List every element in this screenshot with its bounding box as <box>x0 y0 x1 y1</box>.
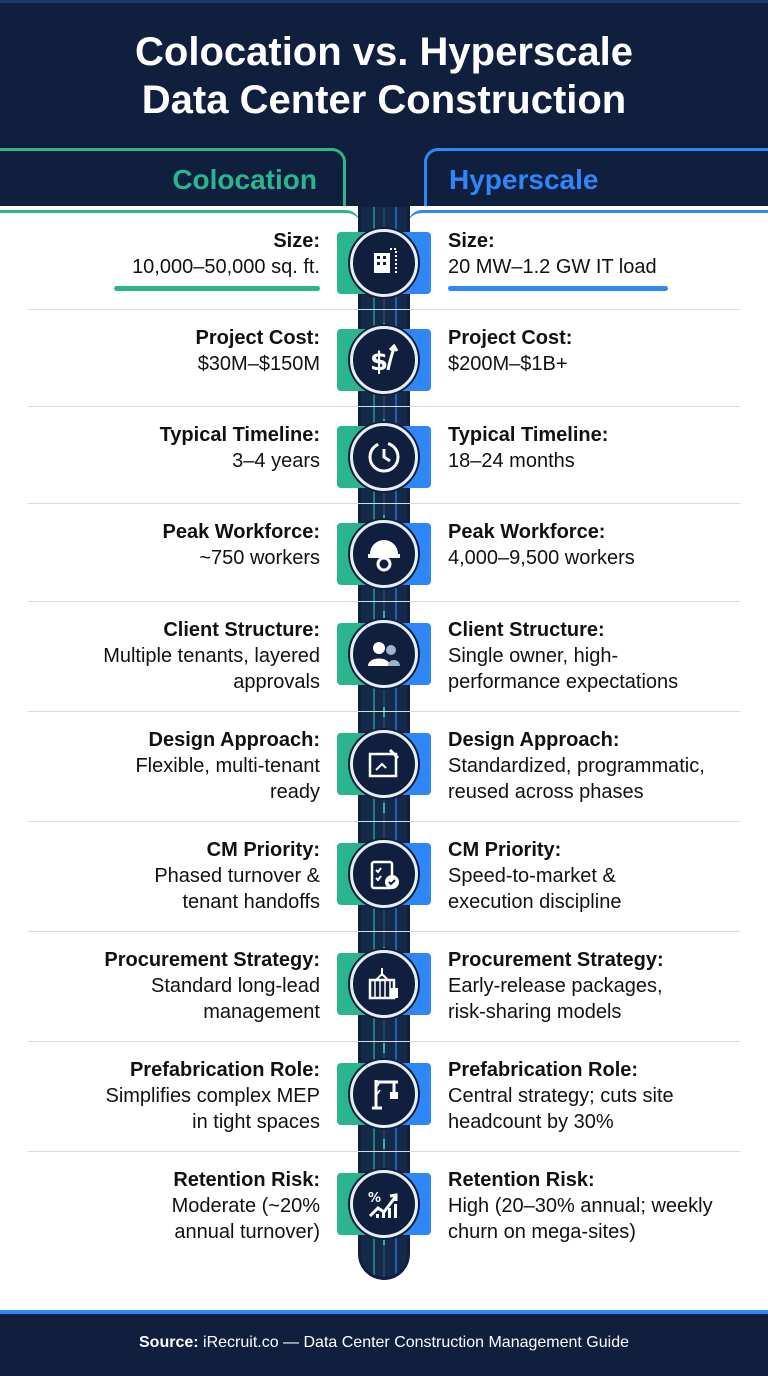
row-badge <box>337 843 431 905</box>
row-value: Standardized, programmatic, reused across phases <box>448 755 705 803</box>
spine-dot <box>383 1043 385 1053</box>
row-divider <box>28 931 740 932</box>
hyperscale-cell <box>448 422 748 474</box>
row-badge <box>337 1063 431 1125</box>
row-value: Moderate (~20% annual turnover) <box>171 1195 320 1243</box>
spine-dot <box>383 707 385 717</box>
row-value: 4,000–9,500 workers <box>448 547 635 569</box>
row-badge <box>337 523 431 585</box>
hyperscale-cell <box>448 727 748 805</box>
blueprint-icon <box>350 730 418 798</box>
row-value: $30M–$150M <box>197 353 320 375</box>
row-divider <box>28 309 740 310</box>
footer <box>0 1310 768 1376</box>
row-label: Retention Risk: <box>173 1169 320 1191</box>
hyperscale-cell <box>448 519 748 571</box>
hyperscale-cell <box>448 837 748 915</box>
row-value: 20 MW–1.2 GW IT load <box>448 256 657 278</box>
row-label: Typical Timeline: <box>448 424 609 446</box>
row-label: Client Structure: <box>448 619 605 641</box>
row-value: $200M–$1B+ <box>448 353 568 375</box>
hyperscale-cell <box>448 947 748 1025</box>
colocation-cell <box>20 1057 320 1135</box>
hyperscale-cell <box>448 617 748 695</box>
svg-text:%: % <box>368 1191 382 1206</box>
row-value: 3–4 years <box>232 450 320 472</box>
row-badge <box>337 733 431 795</box>
row-label: Size: <box>448 230 495 252</box>
row-divider <box>28 406 740 407</box>
dollar-up-icon <box>350 326 418 394</box>
title-line-2: Data Center Construction <box>141 78 627 122</box>
source-credit <box>0 1334 768 1352</box>
spine-dot <box>383 803 385 813</box>
row-divider <box>28 503 740 504</box>
row-label: Design Approach: <box>148 729 320 751</box>
row-badge <box>337 426 431 488</box>
row-divider <box>28 821 740 822</box>
row-divider <box>28 601 740 602</box>
svg-text:$: $ <box>370 347 389 377</box>
row-badge <box>337 1173 431 1235</box>
hyperscale-cell <box>448 1057 748 1135</box>
row-label: Prefabrication Role: <box>448 1059 639 1081</box>
colocation-cell <box>20 617 320 695</box>
crane-icon <box>350 1060 418 1128</box>
row-value: Central strategy; cuts site headcount by 30% <box>448 1085 674 1133</box>
row-value: 10,000–50,000 sq. ft. <box>132 256 320 278</box>
row-label: Procurement Strategy: <box>104 949 320 971</box>
row-value: Flexible, multi-tenant ready <box>135 755 320 803</box>
row-value: High (20–30% annual; weekly churn on mega-sites) <box>448 1195 713 1243</box>
hyperscale-cell <box>448 1167 748 1245</box>
row-badge <box>337 329 431 391</box>
row-value: 18–24 months <box>448 450 575 472</box>
hardhat-gear-icon <box>350 520 418 588</box>
row-divider <box>28 1151 740 1152</box>
colocation-cell <box>20 1167 320 1245</box>
row-label: Peak Workforce: <box>448 521 606 543</box>
percent-chart-icon <box>350 1170 418 1238</box>
row-value: Phased turnover & tenant handoffs <box>154 865 320 913</box>
row-label: Typical Timeline: <box>159 424 320 446</box>
row-label: Prefabrication Role: <box>129 1059 320 1081</box>
colocation-cell <box>20 727 320 805</box>
clipboard-check-icon <box>350 840 418 908</box>
hyperscale-cell <box>448 228 748 280</box>
hyperscale-column-header: Hyperscale <box>424 148 768 206</box>
row-divider <box>28 1041 740 1042</box>
colocation-column-header: Colocation <box>0 148 346 206</box>
row-label: Project Cost: <box>195 327 320 349</box>
row-value: Speed-to-market & execution discipline <box>448 865 622 913</box>
people-icon <box>350 620 418 688</box>
row-divider <box>28 711 740 712</box>
source-label: Source: <box>139 1334 199 1351</box>
row-label: Retention Risk: <box>448 1169 595 1191</box>
row-label: Client Structure: <box>163 619 320 641</box>
row-value: Early-release packages, risk-sharing models <box>448 975 663 1023</box>
row-value: Multiple tenants, layered approvals <box>103 645 320 693</box>
hyperscale-cell <box>448 325 748 377</box>
row-badge <box>337 953 431 1015</box>
row-label: Size: <box>273 230 320 252</box>
row-badge <box>337 623 431 685</box>
colocation-cell <box>20 837 320 915</box>
spine-dot <box>383 1139 385 1149</box>
row-value: ~750 workers <box>199 547 320 569</box>
colocation-cell <box>20 422 320 474</box>
header <box>0 0 768 206</box>
colocation-cell <box>20 325 320 377</box>
colocation-size-underline <box>114 286 320 291</box>
row-label: Project Cost: <box>448 327 573 349</box>
colocation-cell <box>20 947 320 1025</box>
row-label: Design Approach: <box>448 729 620 751</box>
title-line-1: Colocation vs. Hyperscale <box>135 30 633 74</box>
container-icon <box>350 950 418 1018</box>
building-icon <box>350 229 418 297</box>
colocation-cell <box>20 519 320 571</box>
hyperscale-size-underline <box>448 286 668 291</box>
row-value: Simplifies complex MEP in tight spaces <box>105 1085 320 1133</box>
clock-icon <box>350 423 418 491</box>
row-badge <box>337 232 431 294</box>
row-label: Procurement Strategy: <box>448 949 664 971</box>
row-value: Single owner, high- performance expectations <box>448 645 679 693</box>
row-label: CM Priority: <box>448 839 562 861</box>
source-text: iRecruit.co — Data Center Construction Management Guide <box>198 1334 629 1351</box>
page-title <box>0 28 768 124</box>
row-label: Peak Workforce: <box>162 521 320 543</box>
row-value: Standard long-lead management <box>150 975 320 1023</box>
row-label: CM Priority: <box>206 839 320 861</box>
colocation-cell <box>20 228 320 280</box>
